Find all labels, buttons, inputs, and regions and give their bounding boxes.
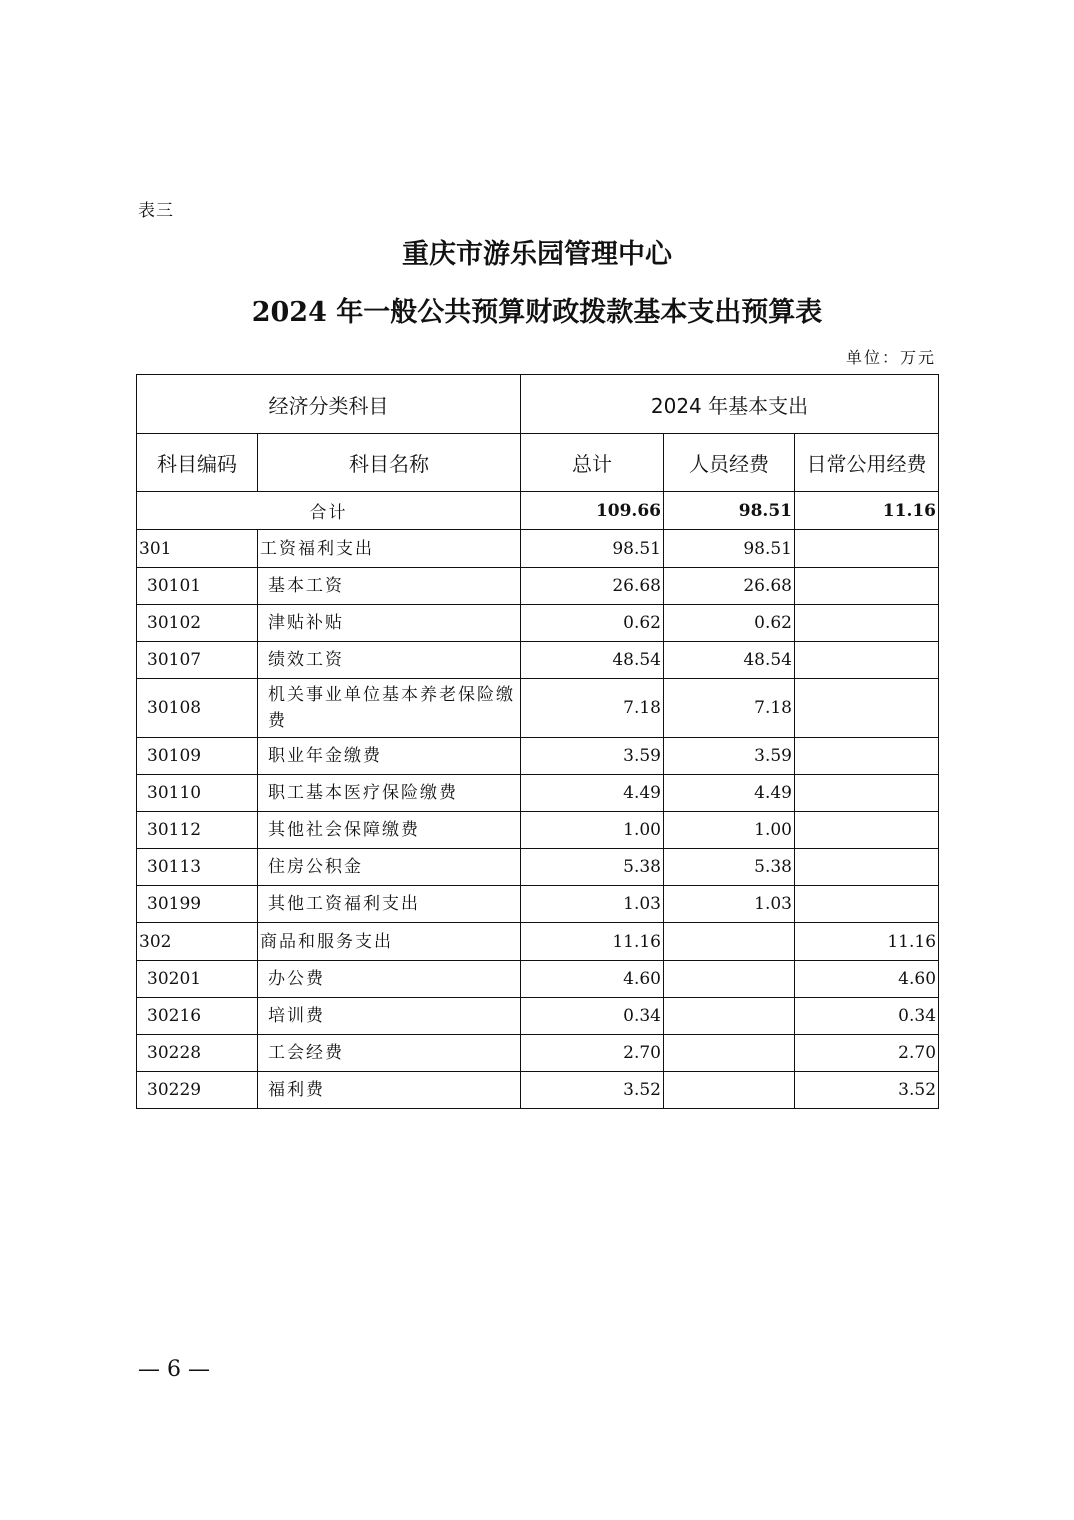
row-public bbox=[795, 812, 939, 849]
row-personnel: 1.03 bbox=[664, 886, 795, 923]
row-code: 30112 bbox=[137, 812, 258, 849]
table-row bbox=[137, 738, 939, 775]
table-row bbox=[137, 849, 939, 886]
row-personnel bbox=[664, 961, 795, 998]
row-total: 5.38 bbox=[521, 849, 664, 886]
row-total: 4.60 bbox=[521, 961, 664, 998]
total-sum: 109.66 bbox=[521, 492, 664, 530]
row-code: 30108 bbox=[137, 679, 258, 738]
row-code: 30216 bbox=[137, 998, 258, 1035]
row-name: 其他社会保障缴费 bbox=[258, 812, 521, 849]
total-row bbox=[137, 492, 939, 530]
table-row bbox=[137, 812, 939, 849]
row-code: 30107 bbox=[137, 642, 258, 679]
row-code: 30109 bbox=[137, 738, 258, 775]
row-total: 2.70 bbox=[521, 1035, 664, 1072]
row-name: 职业年金缴费 bbox=[258, 738, 521, 775]
row-public: 2.70 bbox=[795, 1035, 939, 1072]
row-public: 11.16 bbox=[795, 923, 939, 961]
row-code: 30101 bbox=[137, 568, 258, 605]
row-name: 福利费 bbox=[258, 1072, 521, 1109]
table-row bbox=[137, 679, 939, 738]
table-row bbox=[137, 605, 939, 642]
row-public: 0.34 bbox=[795, 998, 939, 1035]
row-name: 机关事业单位基本养老保险缴费 bbox=[258, 679, 521, 738]
row-name: 商品和服务支出 bbox=[258, 923, 521, 961]
row-personnel bbox=[664, 923, 795, 961]
row-total: 98.51 bbox=[521, 530, 664, 568]
table-row bbox=[137, 775, 939, 812]
table-row bbox=[137, 642, 939, 679]
header-personnel: 人员经费 bbox=[664, 434, 795, 492]
column-header-row bbox=[137, 434, 939, 492]
row-total: 11.16 bbox=[521, 923, 664, 961]
row-public bbox=[795, 886, 939, 923]
table-row bbox=[137, 923, 939, 961]
row-public: 3.52 bbox=[795, 1072, 939, 1109]
table-row bbox=[137, 530, 939, 568]
row-total: 4.49 bbox=[521, 775, 664, 812]
row-personnel bbox=[664, 998, 795, 1035]
header-expenditure: 2024 年基本支出 bbox=[521, 375, 939, 434]
row-code: 30229 bbox=[137, 1072, 258, 1109]
table-row bbox=[137, 998, 939, 1035]
row-name: 津贴补贴 bbox=[258, 605, 521, 642]
row-code: 30201 bbox=[137, 961, 258, 998]
row-public bbox=[795, 642, 939, 679]
row-total: 1.03 bbox=[521, 886, 664, 923]
table-row bbox=[137, 961, 939, 998]
page-number: — 6 — bbox=[138, 1357, 210, 1382]
row-name: 工资福利支出 bbox=[258, 530, 521, 568]
row-code: 301 bbox=[137, 530, 258, 568]
row-public bbox=[795, 738, 939, 775]
total-label: 合计 bbox=[137, 492, 521, 530]
row-personnel: 5.38 bbox=[664, 849, 795, 886]
row-total: 0.62 bbox=[521, 605, 664, 642]
unit-label: 单位：万元 bbox=[845, 348, 936, 367]
table-row bbox=[137, 1035, 939, 1072]
row-name: 绩效工资 bbox=[258, 642, 521, 679]
header-classification: 经济分类科目 bbox=[137, 375, 521, 434]
row-name: 工会经费 bbox=[258, 1035, 521, 1072]
row-code: 30113 bbox=[137, 849, 258, 886]
row-name: 基本工资 bbox=[258, 568, 521, 605]
row-total: 1.00 bbox=[521, 812, 664, 849]
row-public bbox=[795, 775, 939, 812]
row-name: 办公费 bbox=[258, 961, 521, 998]
table-row bbox=[137, 568, 939, 605]
row-name: 住房公积金 bbox=[258, 849, 521, 886]
row-code: 30199 bbox=[137, 886, 258, 923]
row-personnel: 48.54 bbox=[664, 642, 795, 679]
header-name: 科目名称 bbox=[258, 434, 521, 492]
row-total: 26.68 bbox=[521, 568, 664, 605]
row-code: 30228 bbox=[137, 1035, 258, 1072]
row-personnel: 3.59 bbox=[664, 738, 795, 775]
header-total: 总计 bbox=[521, 434, 664, 492]
row-name: 培训费 bbox=[258, 998, 521, 1035]
row-total: 7.18 bbox=[521, 679, 664, 738]
row-code: 30110 bbox=[137, 775, 258, 812]
row-total: 3.59 bbox=[521, 738, 664, 775]
row-public bbox=[795, 679, 939, 738]
document-subtitle: 2024 年一般公共预算财政拨款基本支出预算表 bbox=[251, 297, 823, 328]
header-code: 科目编码 bbox=[137, 434, 258, 492]
row-personnel bbox=[664, 1072, 795, 1109]
header-public: 日常公用经费 bbox=[795, 434, 939, 492]
total-personnel: 98.51 bbox=[664, 492, 795, 530]
table-row bbox=[137, 886, 939, 923]
row-personnel bbox=[664, 1035, 795, 1072]
row-personnel: 26.68 bbox=[664, 568, 795, 605]
row-name: 其他工资福利支出 bbox=[258, 886, 521, 923]
row-personnel: 4.49 bbox=[664, 775, 795, 812]
row-total: 0.34 bbox=[521, 998, 664, 1035]
table-label: 表三 bbox=[138, 201, 174, 221]
document-title: 重庆市游乐园管理中心 bbox=[402, 239, 672, 270]
row-personnel: 0.62 bbox=[664, 605, 795, 642]
group-header-row bbox=[137, 375, 939, 434]
row-public bbox=[795, 605, 939, 642]
row-personnel: 98.51 bbox=[664, 530, 795, 568]
row-personnel: 7.18 bbox=[664, 679, 795, 738]
row-public bbox=[795, 568, 939, 605]
row-total: 3.52 bbox=[521, 1072, 664, 1109]
row-public bbox=[795, 849, 939, 886]
row-public bbox=[795, 530, 939, 568]
row-public: 4.60 bbox=[795, 961, 939, 998]
row-code: 30102 bbox=[137, 605, 258, 642]
row-personnel: 1.00 bbox=[664, 812, 795, 849]
budget-table bbox=[136, 374, 939, 1109]
row-total: 48.54 bbox=[521, 642, 664, 679]
row-name: 职工基本医疗保险缴费 bbox=[258, 775, 521, 812]
row-code: 302 bbox=[137, 923, 258, 961]
total-public: 11.16 bbox=[795, 492, 939, 530]
table-row bbox=[137, 1072, 939, 1109]
